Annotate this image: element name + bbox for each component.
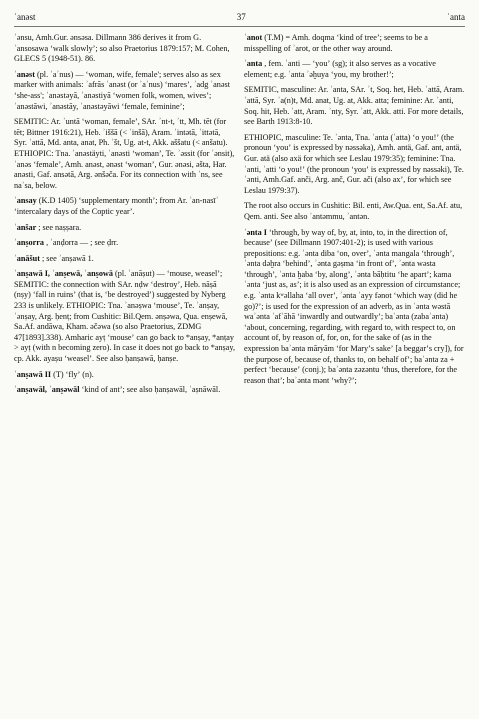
- left-column: [14, 33, 235, 401]
- entry-text: (T.M) = Amh. doqma ʻkind of treeʼ; seems to be a misspelling of ʾarot, or the other way around.: [244, 33, 428, 53]
- entry-headword: ʾanṣawā II: [14, 369, 54, 379]
- entry-text: SEMITIC, masculine: Ar. ʾanta, SAr. ʾt, Soq. het, Heb. ʾattā, Aram. ʾattā, Syr. ʾa(n)t, Md. anat, Ug. at, Akk. atta; feminine: Ar. ʾanti, Soq. hit, Heb. ʾatt, Aram. ʾnty, Syr. ʾatt, Akk. atti. For more details, see Barth 1913:8-10.: [244, 85, 465, 127]
- entry-text: SEMITIC: Ar. ʾuntā ʻwoman, femaleʼ, SAr. ʾnt-t, ʾtt, Mh. tēt (for tēt; Bittner 1916:21), Heb. ʾiššā (< ʾinšā), Aram. ʾintətā, ʾittətā, Syr. ʾattā, Md. anta, anat, Ph. ʾšt, Ug. at-t, Akk. aššatu (< anšatu). ETHIOPIC: Tna. ʾanəstäyti, ʾanəsti ʻwomanʼ, Te. ʾəssit (for ʾənsit), ʾanəs ʻfemaleʼ, Amh. anəst, ənəst ʻwomanʼ, Gur. ənəsi, əšta, Har. anəsti, Gaf. ansətā, Arg. ənšəča. For its connection with ʾns, see naʾsa, below.: [14, 117, 235, 190]
- dictionary-entry: [14, 223, 235, 234]
- dictionary-entry: [14, 370, 235, 381]
- entry-text: (K.D 1405) ʻsupplementary monthʼ; from Ar. ʾan-nasīʾ ʻintercalary days of the Coptic yearʼ.: [14, 196, 219, 216]
- dictionary-entry: [14, 385, 235, 396]
- header-left-word: ʾanəst: [14, 12, 36, 22]
- dictionary-entry: [244, 133, 465, 197]
- entry-text: ʻthrough, by way of, by, at, into, to, in the direction of, becauseʼ (see Dillmann 1907:401-2); is used with various prepositions: e.g. ʾənta diba ʻon, overʼ, ʾənta mangala ʻthroughʼ, ʾənta dəḫra ʻbehindʼ, ʾənta gəṣma ʻin front ofʼ, ʾənta wəsta ʻthroughʼ, ʾənta ḫaba ʻby, alongʼ, ʾənta bāḥtitu ʻhe apartʼ; kama ʾənta ʻjust as, asʼ; it is also used as an expression of circumstance; e.g. ʾənta kʷəllaha ʻall overʼ, ʾənta ʾayy fənot ʻwhich way (did he go)?ʼ; is used for the expression of an adverb, as in ʾənta wəstā waʾənta ʾafʾāhā ʻinwardly and outwardlyʼ; baʾənta (zabaʾənta) ʻabout, concerning, regarding, with regard to, with respect to, on account of, by reason of, for, on, for the sake of (as in the expression baʾənta māryām ʻfor Maryʼs sakeʼ [a beggarʼs cry]), for the purpose of, because of, thanks to, on behalf ofʼ; baʾənta za + perfect ʻbecauseʼ (conj.); baʾənta zəzəntu ʻthus, therefore, for the reason thatʼ; baʾənta mənt ʻwhy?ʼ;: [244, 227, 464, 385]
- dictionary-entry: [14, 238, 235, 249]
- dictionary-entry: [14, 254, 235, 265]
- entry-headword: ʾanta: [244, 59, 265, 69]
- dictionary-entry: [14, 70, 235, 112]
- dictionary-entry: [244, 33, 465, 54]
- entry-text: (T) ʻflyʼ (n).: [53, 369, 94, 379]
- dictionary-entry: [244, 201, 465, 222]
- entry-text: ; see ʾanṣawā 1.: [41, 253, 94, 263]
- entry-headword: ʾanṣorra: [14, 238, 47, 248]
- running-header: [14, 12, 465, 27]
- entry-headword: ʾanšar: [14, 222, 39, 232]
- dictionary-entry: [14, 269, 235, 364]
- entry-text: ; see naṣṣara.: [38, 222, 82, 232]
- dictionary-entry: [244, 59, 465, 80]
- dictionary-entry: [244, 85, 465, 127]
- entry-headword: ʾanṣawāl, ʾanṣəwāl: [14, 385, 82, 395]
- header-right-word: ʾanta: [447, 12, 465, 22]
- entry-headword: ʾənta I: [244, 227, 270, 237]
- entry-headword: ʾansay: [14, 196, 39, 206]
- right-column: [244, 33, 465, 401]
- columns: [14, 33, 465, 401]
- entry-text: ʾənsu, Amh.Gur. ənsəsa. Dillmann 386 derives it from G. ʾansosawa ʻwalk slowlyʼ; so also Praetorius 1879:157; M. Cohen, GLECS 5 (1948-51). 86.: [14, 33, 230, 64]
- dictionary-entry: [14, 196, 235, 217]
- entry-text: (pl. ʾanāṣut) — ʻmouse, weaselʼ; SEMITIC: the connection with SAr. nḍw ʻdestroyʼ, Heb. nāṣā (nṣy) ʻfall in ruinsʼ (that is, ʻbe destroyedʼ) suggested by Nyberg 233 is unlikely. ETHIOPIC: Tna. ʾanəṣwa ʻmouseʼ, Te. ʾanṣay, ʾənṣay, Arg. ḥenṭ; from Cushitic: Bil.Qem. ənṣəwa, Qua. enṣewā, Sa.Af. andāwa, Kham. əčəwa (so also Praetorius, ZDMG 47[1893].338). Amharic ayṭ ʻmouseʼ can go back to *anṣay, *anṭay > ayṭ (with n becoming zero). In case it does not go back to *anṣay, cp. Akk. ayaṣu ʻweaselʼ. See also ḥanṣawā, ḥanṣe.: [14, 269, 235, 364]
- entry-text: (pl. ʾaʾnus) — ʻwoman, wife, female'; serves also as sex marker with animals: ʾafrās ʾanəst (or ʾaʾnus) ʻmaresʼ, ʾadg ʾanəst ʻshe-ass'; ʾanəstəyā, ʾanəstiyā ʻwomen folk, women, wivesʼ; ʾanəstāwi, ʾanəstāy, ʾanəstəyāwi ʻfemale, feminineʼ;: [14, 69, 230, 111]
- entry-text: , fem. ʾanti — ʻyouʼ (sg); it also serves as a vocative element; e.g. ʾanta ʾəḫuya ʻyou, my brother!ʼ;: [244, 59, 436, 79]
- entry-headword: ʾanṣawā I, ʾanṣewā, ʾanṣowā: [14, 269, 115, 279]
- dictionary-entry: [14, 33, 235, 65]
- entry-text: The root also occurs in Cushitic: Bil. enti, Aw.Qua. ent, Sa.Af. atu, Qem. anti. See also ʾantəmmu, ʾantən.: [244, 201, 463, 221]
- entry-text: ETHIOPIC, masculine: Te. ʾənta, Tna. ʾanta (ʾatta) ʻo you!ʼ (the pronoun ʻyouʼ is expressed by nəssəka), Amh. antä, Gaf. ant, antä, Gur. atä (also axä for which see Leslau 1979:35); feminine: Tna. ʾanti, ʾatti ʻo you!ʼ (the pronoun ʻyouʼ is expressed by nəssəki), Te. ʾənti, Amh.Gaf. anči, Arg. anč, Gur. ači (also axʼ, for which see Leslau 1979:37).: [244, 132, 464, 195]
- entry-text: , ʾanḍorra — ; see ḍrr.: [46, 238, 119, 248]
- entry-headword: ʾanāšut: [14, 253, 42, 263]
- entry-headword: ʾanot: [244, 33, 265, 42]
- entry-headword: ʾanəst: [14, 69, 37, 79]
- entry-text: ʻkind of antʼ; see also ḥanṣawāl, ʾaṣnāwāl.: [81, 385, 221, 395]
- dictionary-entry: [244, 228, 465, 387]
- page-number: 37: [236, 12, 246, 22]
- dictionary-entry: [14, 117, 235, 191]
